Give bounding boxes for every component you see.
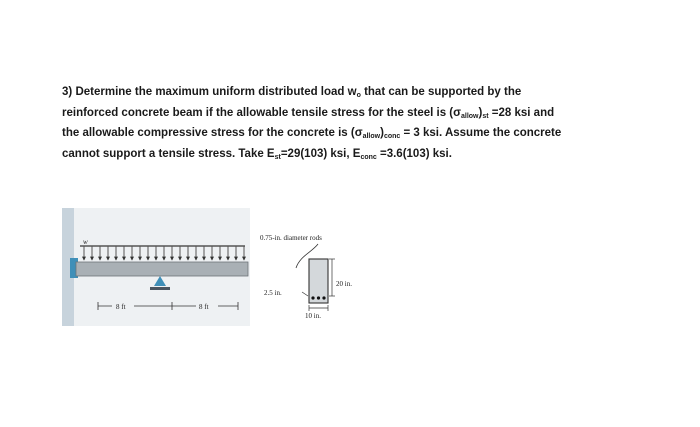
problem-line-1: Determine the maximum uniform distributed load $w_o$ that can be supported by the <box>75 86 522 99</box>
problem-line-3: the allowable compressive stress for the concrete is $(\sigma_{allow})_{conc} = 3$ ksi. Assume the concrete <box>62 127 562 140</box>
problem-line-4: cannot support a tensile stress. Take $E_{st}=29(103)$ ksi, $E_{conc} =3.6(103)$ ksi. <box>62 147 452 161</box>
rods-label: 0.75-in. diameter rods <box>260 234 322 242</box>
height-label: 20 in. <box>336 280 352 288</box>
cross-section <box>309 259 328 303</box>
span-right-label: 8 ft <box>199 303 209 311</box>
cover-dimension <box>302 292 308 296</box>
beam <box>76 262 248 276</box>
width-dimension <box>309 305 328 311</box>
problem-number: 3) <box>62 86 73 98</box>
problem-line-2: reinforced concrete beam if the allowable tensile stress for the steel is $(\sigma_{allow})_{st} =28$ ksi and <box>62 106 555 120</box>
span-left-label: 8 ft <box>116 303 126 311</box>
steel-rods <box>311 296 325 299</box>
cover-label: 2.5 in. <box>264 289 282 297</box>
load-label: w <box>83 238 88 246</box>
width-label: 10 in. <box>305 312 321 320</box>
height-dimension <box>329 259 335 296</box>
